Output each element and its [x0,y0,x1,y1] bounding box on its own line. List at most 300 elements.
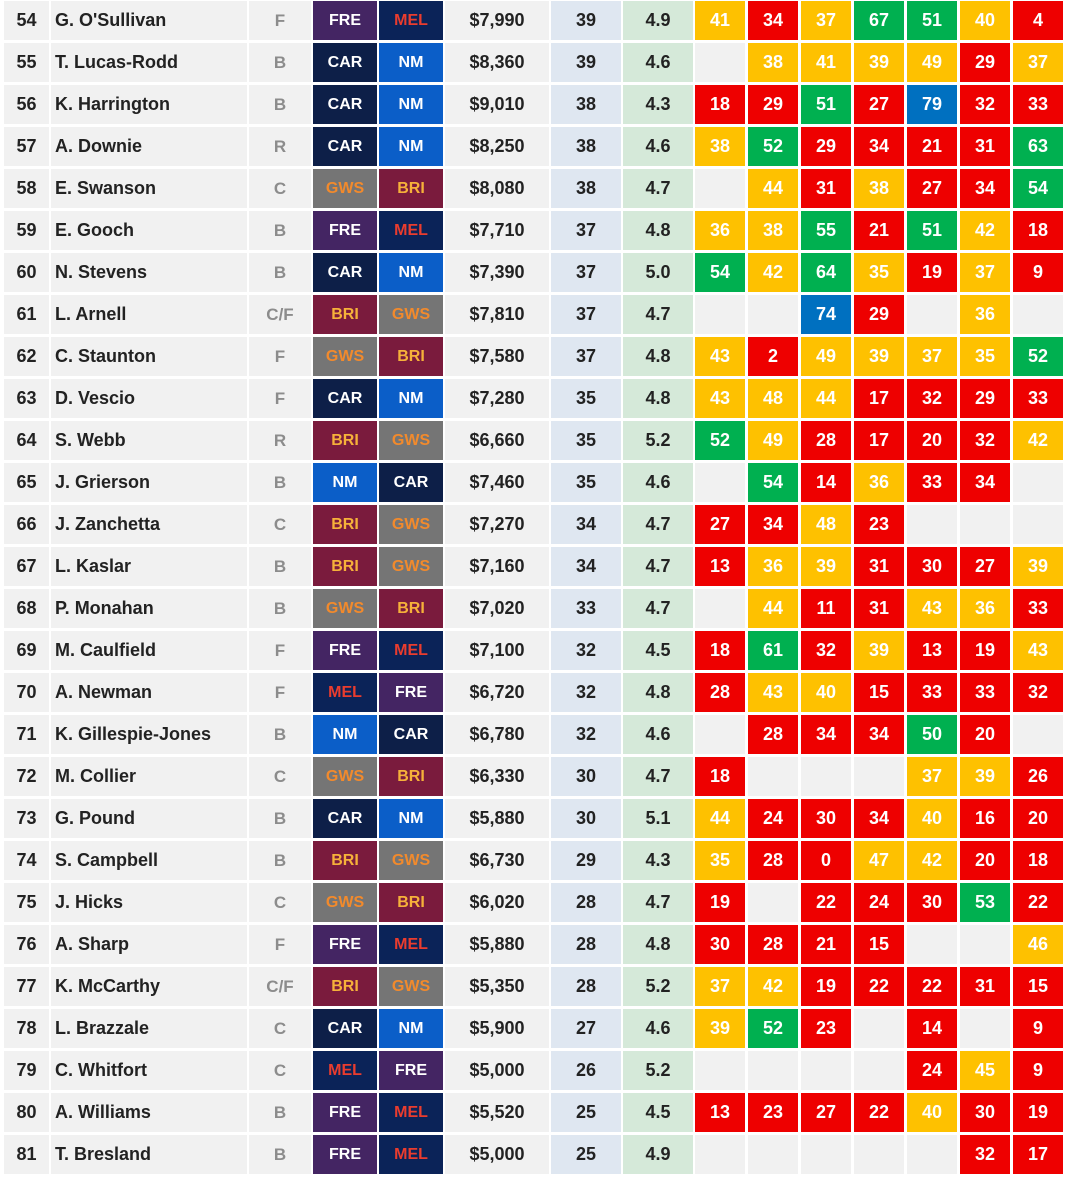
average-cell: 4.3 [623,841,693,880]
player-name-cell: K. Gillespie-Jones [51,715,247,754]
games-cell: 32 [551,673,621,712]
table-row[interactable] [2,211,1064,253]
player-name-cell: S. Campbell [51,841,247,880]
score-cell [907,505,957,544]
opponent-badge: BRI [379,169,443,208]
team-badge: FRE [313,631,377,670]
average-cell: 4.8 [623,673,693,712]
score-cell: 24 [748,799,798,838]
score-cell: 52 [748,127,798,166]
team-badge: NM [313,463,377,502]
team-badge: CAR [313,1009,377,1048]
score-cell: 36 [748,547,798,586]
score-cell: 18 [695,631,745,670]
average-cell: 4.3 [623,85,693,124]
position-cell: F [249,631,311,670]
player-name-cell: K. Harrington [51,85,247,124]
score-cell: 18 [1013,841,1063,880]
games-cell: 33 [551,589,621,628]
player-stats-table [2,1,1064,1177]
score-cell: 33 [1013,85,1063,124]
price-cell: $6,730 [445,841,549,880]
price-cell: $6,660 [445,421,549,460]
score-cell: 26 [1013,757,1063,796]
score-cell [695,43,745,82]
opponent-badge: NM [379,85,443,124]
rank-cell: 76 [4,925,49,964]
score-cell: 34 [960,463,1010,502]
player-name-cell: T. Bresland [51,1135,247,1174]
score-cell: 61 [748,631,798,670]
table-row[interactable] [2,589,1064,631]
team-badge: BRI [313,547,377,586]
average-cell: 4.9 [623,1,693,40]
table-row[interactable] [2,757,1064,799]
score-cell [960,925,1010,964]
score-cell: 34 [748,1,798,40]
position-cell: B [249,799,311,838]
score-cell: 24 [854,883,904,922]
score-cell: 27 [854,85,904,124]
table-row[interactable] [2,799,1064,841]
games-cell: 34 [551,505,621,544]
score-cell [748,295,798,334]
score-cell: 43 [907,589,957,628]
position-cell: B [249,1093,311,1132]
score-cell: 51 [907,211,957,250]
player-name-cell: N. Stevens [51,253,247,292]
score-cell: 38 [854,169,904,208]
opponent-badge: MEL [379,1,443,40]
score-cell: 22 [907,967,957,1006]
position-cell: B [249,1135,311,1174]
average-cell: 4.8 [623,337,693,376]
opponent-badge: MEL [379,1093,443,1132]
score-cell: 29 [801,127,851,166]
score-cell [695,589,745,628]
score-cell [695,1135,745,1174]
player-name-cell: A. Newman [51,673,247,712]
games-cell: 32 [551,715,621,754]
table-row[interactable] [2,883,1064,925]
score-cell: 50 [907,715,957,754]
team-badge: CAR [313,85,377,124]
position-cell: B [249,841,311,880]
table-row[interactable] [2,1135,1064,1177]
team-badge: GWS [313,589,377,628]
score-cell [695,169,745,208]
position-cell: C/F [249,295,311,334]
games-cell: 37 [551,253,621,292]
average-cell: 4.8 [623,925,693,964]
table-row[interactable] [2,925,1064,967]
score-cell: 33 [1013,379,1063,418]
games-cell: 35 [551,463,621,502]
score-cell: 52 [695,421,745,460]
position-cell: B [249,43,311,82]
team-badge: GWS [313,757,377,796]
position-cell: B [249,211,311,250]
table-row[interactable] [2,547,1064,589]
games-cell: 28 [551,883,621,922]
score-cell: 32 [960,1135,1010,1174]
player-name-cell: G. Pound [51,799,247,838]
table-row[interactable] [2,43,1064,85]
score-cell [1013,505,1063,544]
position-cell: F [249,1,311,40]
score-cell: 33 [960,673,1010,712]
score-cell: 33 [907,463,957,502]
table-row[interactable] [2,295,1064,337]
score-cell [854,1051,904,1090]
player-name-cell: S. Webb [51,421,247,460]
score-cell: 31 [960,127,1010,166]
team-badge: CAR [313,43,377,82]
average-cell: 4.7 [623,295,693,334]
average-cell: 4.8 [623,379,693,418]
score-cell: 35 [960,337,1010,376]
position-cell: C [249,505,311,544]
score-cell [1013,295,1063,334]
score-cell: 2 [748,337,798,376]
score-cell: 17 [854,421,904,460]
score-cell: 40 [907,799,957,838]
games-cell: 38 [551,169,621,208]
rank-cell: 75 [4,883,49,922]
table-row[interactable] [2,463,1064,505]
score-cell: 32 [960,85,1010,124]
rank-cell: 56 [4,85,49,124]
position-cell: F [249,925,311,964]
table-row[interactable] [2,841,1064,883]
average-cell: 4.7 [623,883,693,922]
score-cell: 18 [695,85,745,124]
player-name-cell: C. Whitfort [51,1051,247,1090]
price-cell: $5,000 [445,1135,549,1174]
score-cell [1013,715,1063,754]
score-cell: 28 [748,715,798,754]
rank-cell: 78 [4,1009,49,1048]
score-cell: 41 [801,43,851,82]
score-cell: 39 [854,337,904,376]
score-cell: 51 [907,1,957,40]
position-cell: R [249,127,311,166]
position-cell: C [249,757,311,796]
score-cell: 37 [1013,43,1063,82]
table-row[interactable] [2,379,1064,421]
position-cell: B [249,253,311,292]
table-row[interactable] [2,421,1064,463]
table-row[interactable] [2,673,1064,715]
average-cell: 4.7 [623,169,693,208]
rank-cell: 54 [4,1,49,40]
player-name-cell: J. Hicks [51,883,247,922]
score-cell: 44 [695,799,745,838]
score-cell: 45 [960,1051,1010,1090]
games-cell: 39 [551,43,621,82]
table-row[interactable] [2,1009,1064,1051]
score-cell: 67 [854,1,904,40]
score-cell: 28 [748,841,798,880]
position-cell: C/F [249,967,311,1006]
score-cell [695,295,745,334]
average-cell: 4.8 [623,211,693,250]
rank-cell: 57 [4,127,49,166]
rank-cell: 55 [4,43,49,82]
table-row[interactable] [2,1051,1064,1093]
games-cell: 28 [551,967,621,1006]
team-badge: FRE [313,211,377,250]
score-cell: 23 [801,1009,851,1048]
price-cell: $7,160 [445,547,549,586]
score-cell [695,463,745,502]
player-name-cell: G. O'Sullivan [51,1,247,40]
score-cell: 20 [960,715,1010,754]
score-cell [960,505,1010,544]
opponent-badge: GWS [379,295,443,334]
opponent-badge: CAR [379,463,443,502]
score-cell: 20 [1013,799,1063,838]
score-cell: 35 [695,841,745,880]
score-cell [960,1009,1010,1048]
score-cell: 37 [801,1,851,40]
score-cell: 32 [1013,673,1063,712]
score-cell: 21 [907,127,957,166]
score-cell: 34 [748,505,798,544]
score-cell [907,295,957,334]
score-cell: 41 [695,1,745,40]
score-cell: 32 [801,631,851,670]
position-cell: B [249,547,311,586]
score-cell: 54 [1013,169,1063,208]
table-row[interactable] [2,631,1064,673]
score-cell: 34 [854,715,904,754]
score-cell [854,757,904,796]
table-row[interactable] [2,127,1064,169]
price-cell: $5,880 [445,799,549,838]
score-cell: 13 [907,631,957,670]
score-cell: 22 [1013,883,1063,922]
team-badge: BRI [313,421,377,460]
score-cell: 52 [748,1009,798,1048]
table-row[interactable] [2,253,1064,295]
score-cell: 44 [801,379,851,418]
score-cell: 30 [907,883,957,922]
score-cell: 40 [801,673,851,712]
player-name-cell: D. Vescio [51,379,247,418]
score-cell: 42 [960,211,1010,250]
rank-cell: 74 [4,841,49,880]
table-row[interactable] [2,85,1064,127]
average-cell: 4.5 [623,631,693,670]
score-cell: 49 [801,337,851,376]
score-cell: 42 [1013,421,1063,460]
price-cell: $9,010 [445,85,549,124]
score-cell: 54 [695,253,745,292]
games-cell: 39 [551,1,621,40]
score-cell [907,1135,957,1174]
score-cell [854,1135,904,1174]
table-row[interactable] [2,505,1064,547]
score-cell: 46 [1013,925,1063,964]
table-row[interactable] [2,967,1064,1009]
score-cell [695,1051,745,1090]
score-cell: 36 [960,589,1010,628]
score-cell: 44 [748,169,798,208]
score-cell: 20 [960,841,1010,880]
average-cell: 5.1 [623,799,693,838]
opponent-badge: GWS [379,505,443,544]
score-cell: 37 [907,757,957,796]
player-name-cell: K. McCarthy [51,967,247,1006]
opponent-badge: MEL [379,211,443,250]
score-cell: 19 [907,253,957,292]
score-cell: 9 [1013,253,1063,292]
score-cell: 9 [1013,1009,1063,1048]
table-row[interactable] [2,169,1064,211]
average-cell: 4.7 [623,547,693,586]
score-cell: 19 [960,631,1010,670]
score-cell: 38 [695,127,745,166]
score-cell: 42 [748,253,798,292]
score-cell: 16 [960,799,1010,838]
score-cell: 22 [854,967,904,1006]
score-cell: 38 [748,43,798,82]
score-cell: 48 [801,505,851,544]
player-name-cell: M. Caulfield [51,631,247,670]
team-badge: GWS [313,883,377,922]
player-name-cell: T. Lucas-Rodd [51,43,247,82]
score-cell [748,1051,798,1090]
score-cell: 74 [801,295,851,334]
player-name-cell: L. Arnell [51,295,247,334]
price-cell: $7,100 [445,631,549,670]
position-cell: C [249,1009,311,1048]
score-cell: 14 [801,463,851,502]
average-cell: 5.2 [623,421,693,460]
team-badge: FRE [313,1135,377,1174]
player-name-cell: A. Williams [51,1093,247,1132]
score-cell: 38 [748,211,798,250]
price-cell: $5,880 [445,925,549,964]
score-cell: 33 [1013,589,1063,628]
rank-cell: 62 [4,337,49,376]
games-cell: 30 [551,799,621,838]
price-cell: $8,250 [445,127,549,166]
score-cell: 31 [801,169,851,208]
team-badge: NM [313,715,377,754]
score-cell [748,757,798,796]
opponent-badge: NM [379,799,443,838]
opponent-badge: NM [379,127,443,166]
score-cell: 64 [801,253,851,292]
price-cell: $7,580 [445,337,549,376]
score-cell: 11 [801,589,851,628]
rank-cell: 70 [4,673,49,712]
table-row[interactable] [2,715,1064,757]
opponent-badge: GWS [379,421,443,460]
score-cell: 55 [801,211,851,250]
player-name-cell: L. Kaslar [51,547,247,586]
rank-cell: 80 [4,1093,49,1132]
rank-cell: 59 [4,211,49,250]
average-cell: 4.7 [623,505,693,544]
games-cell: 37 [551,337,621,376]
price-cell: $7,020 [445,589,549,628]
opponent-badge: MEL [379,631,443,670]
score-cell: 28 [695,673,745,712]
score-cell: 19 [801,967,851,1006]
score-cell: 27 [907,169,957,208]
score-cell: 42 [748,967,798,1006]
team-badge: MEL [313,1051,377,1090]
score-cell: 39 [960,757,1010,796]
opponent-badge: BRI [379,757,443,796]
player-name-cell: J. Grierson [51,463,247,502]
score-cell: 15 [854,925,904,964]
player-name-cell: E. Gooch [51,211,247,250]
score-cell: 29 [748,85,798,124]
score-cell: 33 [907,673,957,712]
table-row[interactable] [2,1093,1064,1135]
games-cell: 34 [551,547,621,586]
score-cell [801,1135,851,1174]
score-cell: 34 [960,169,1010,208]
team-badge: GWS [313,337,377,376]
rank-cell: 73 [4,799,49,838]
score-cell: 27 [801,1093,851,1132]
score-cell: 39 [1013,547,1063,586]
price-cell: $8,360 [445,43,549,82]
opponent-badge: FRE [379,1051,443,1090]
table-row[interactable] [2,1,1064,43]
table-row[interactable] [2,337,1064,379]
position-cell: R [249,421,311,460]
player-name-cell: A. Sharp [51,925,247,964]
score-cell: 9 [1013,1051,1063,1090]
score-cell: 36 [854,463,904,502]
rank-cell: 61 [4,295,49,334]
score-cell: 37 [960,253,1010,292]
position-cell: B [249,85,311,124]
team-badge: MEL [313,673,377,712]
team-badge: BRI [313,841,377,880]
score-cell: 22 [801,883,851,922]
score-cell: 37 [907,337,957,376]
score-cell: 17 [1013,1135,1063,1174]
player-name-cell: M. Collier [51,757,247,796]
team-badge: BRI [313,505,377,544]
score-cell: 44 [748,589,798,628]
score-cell: 34 [854,799,904,838]
score-cell: 32 [907,379,957,418]
score-cell: 32 [960,421,1010,460]
score-cell: 30 [695,925,745,964]
opponent-badge: BRI [379,589,443,628]
rank-cell: 69 [4,631,49,670]
score-cell: 28 [748,925,798,964]
rank-cell: 65 [4,463,49,502]
position-cell: B [249,463,311,502]
team-badge: CAR [313,253,377,292]
score-cell: 20 [907,421,957,460]
games-cell: 29 [551,841,621,880]
player-name-cell: J. Zanchetta [51,505,247,544]
score-cell: 31 [854,547,904,586]
price-cell: $7,460 [445,463,549,502]
score-cell: 13 [695,1093,745,1132]
games-cell: 27 [551,1009,621,1048]
